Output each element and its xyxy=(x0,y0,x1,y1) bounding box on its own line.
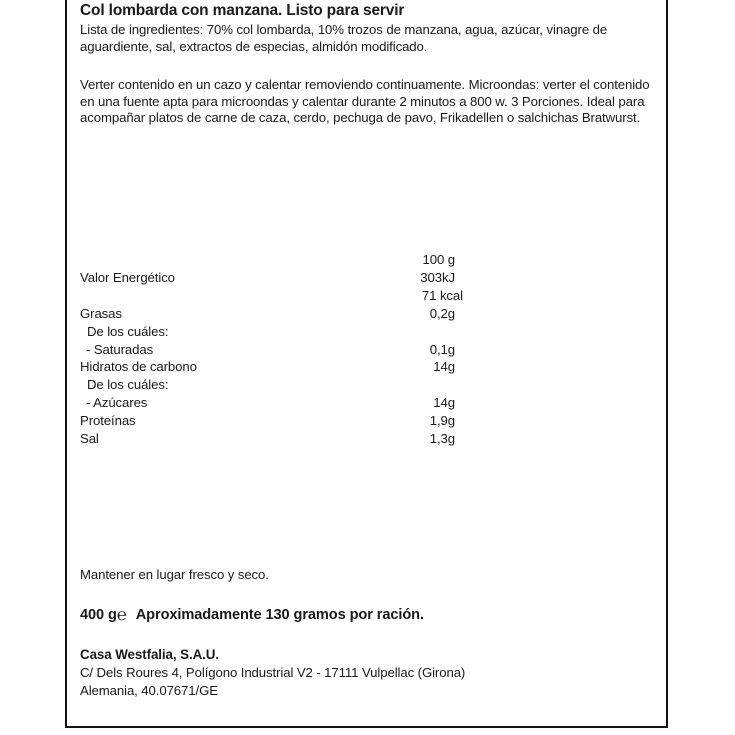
label-border-frame xyxy=(65,0,668,728)
nutrition-row xyxy=(80,412,455,430)
nutrition-row-value: 0,1g xyxy=(429,341,455,357)
nutrition-row-label: Hidratos de carbono xyxy=(80,359,197,375)
manufacturer-block xyxy=(80,646,640,699)
nutrition-row-label: De los cuáles: xyxy=(87,377,169,393)
nutrition-row-value: 1,9g xyxy=(429,413,455,429)
company-name: Casa Westfalia, S.A.U. xyxy=(80,647,219,662)
nutrition-column-header: 100 g xyxy=(422,252,455,267)
nutrition-row-label: Sal xyxy=(80,431,99,447)
nutrition-row-label xyxy=(80,287,357,305)
nutrition-row xyxy=(80,269,455,287)
address-line-2: Alemania, 40.07671/GE xyxy=(80,682,218,698)
label-content xyxy=(80,0,656,20)
nutrition-row-value: 303kJ xyxy=(420,269,455,285)
nutrition-row-label: De los cuáles: xyxy=(87,323,169,339)
nutrition-row-label: - Saturadas xyxy=(86,341,154,357)
nutrition-row xyxy=(80,341,455,359)
storage-instructions-text: Mantener en lugar fresco y seco. xyxy=(80,567,269,583)
nutrition-table xyxy=(80,251,463,448)
nutrition-row-label: Proteínas xyxy=(80,413,136,429)
nutrition-row-label: - Azúcares xyxy=(86,395,148,411)
estimated-sign-icon: ℮ xyxy=(116,605,127,624)
nutrition-table-body xyxy=(80,251,463,448)
address-line-1: C/ Dels Roures 4, Polígono Industrial V2 - 17111 Vulpellac (Girona) xyxy=(80,665,466,680)
nutrition-row-value xyxy=(357,323,455,341)
nutrition-row-value: 14g xyxy=(433,395,455,411)
nutrition-row-label: Valor Energético xyxy=(80,269,175,285)
nutrition-row-value: 14g xyxy=(433,359,455,375)
nutrition-row-label: Grasas xyxy=(80,305,122,321)
nutrition-row-value xyxy=(357,376,455,394)
net-weight-value: 400 g xyxy=(80,606,117,623)
nutrition-row-label xyxy=(80,251,357,269)
ingredients-text: Lista de ingredientes: 70% col lombarda, 10% trozos de manzana, agua, azúcar, vinagre de aguardiente, sal, extractos de especias, almidón modificado. xyxy=(80,22,608,54)
nutrition-row xyxy=(80,394,455,412)
nutrition-row xyxy=(80,287,455,305)
nutrition-row-value: 0,2g xyxy=(429,305,455,321)
product-title: Col lombarda con manzana. Listo para servir xyxy=(80,2,405,19)
preparation-instructions-text: Verter contenido en un cazo y calentar removiendo continuamente. Microondas: verter el contenido en una fuente apta para microondas y calentar durante 2 minutos a 800 w. 3 Porciones. Ideal para acompañar platos de carne de caza, cerdo, pechuga de pavo, Frikadellen o salchichas Bratwurst. xyxy=(80,77,650,126)
nutrition-row-value: 71 kcal xyxy=(421,287,463,303)
nutrition-row xyxy=(80,376,455,394)
nutrition-row xyxy=(80,323,455,341)
nutrition-row xyxy=(80,358,455,376)
net-weight-line xyxy=(80,606,424,624)
nutrition-row xyxy=(80,251,455,269)
nutrition-row xyxy=(80,305,455,323)
nutrition-row xyxy=(80,430,455,448)
nutrition-row-value: 1,3g xyxy=(429,431,455,447)
portion-note-text: Aproximadamente 130 gramos por ración. xyxy=(135,606,424,623)
